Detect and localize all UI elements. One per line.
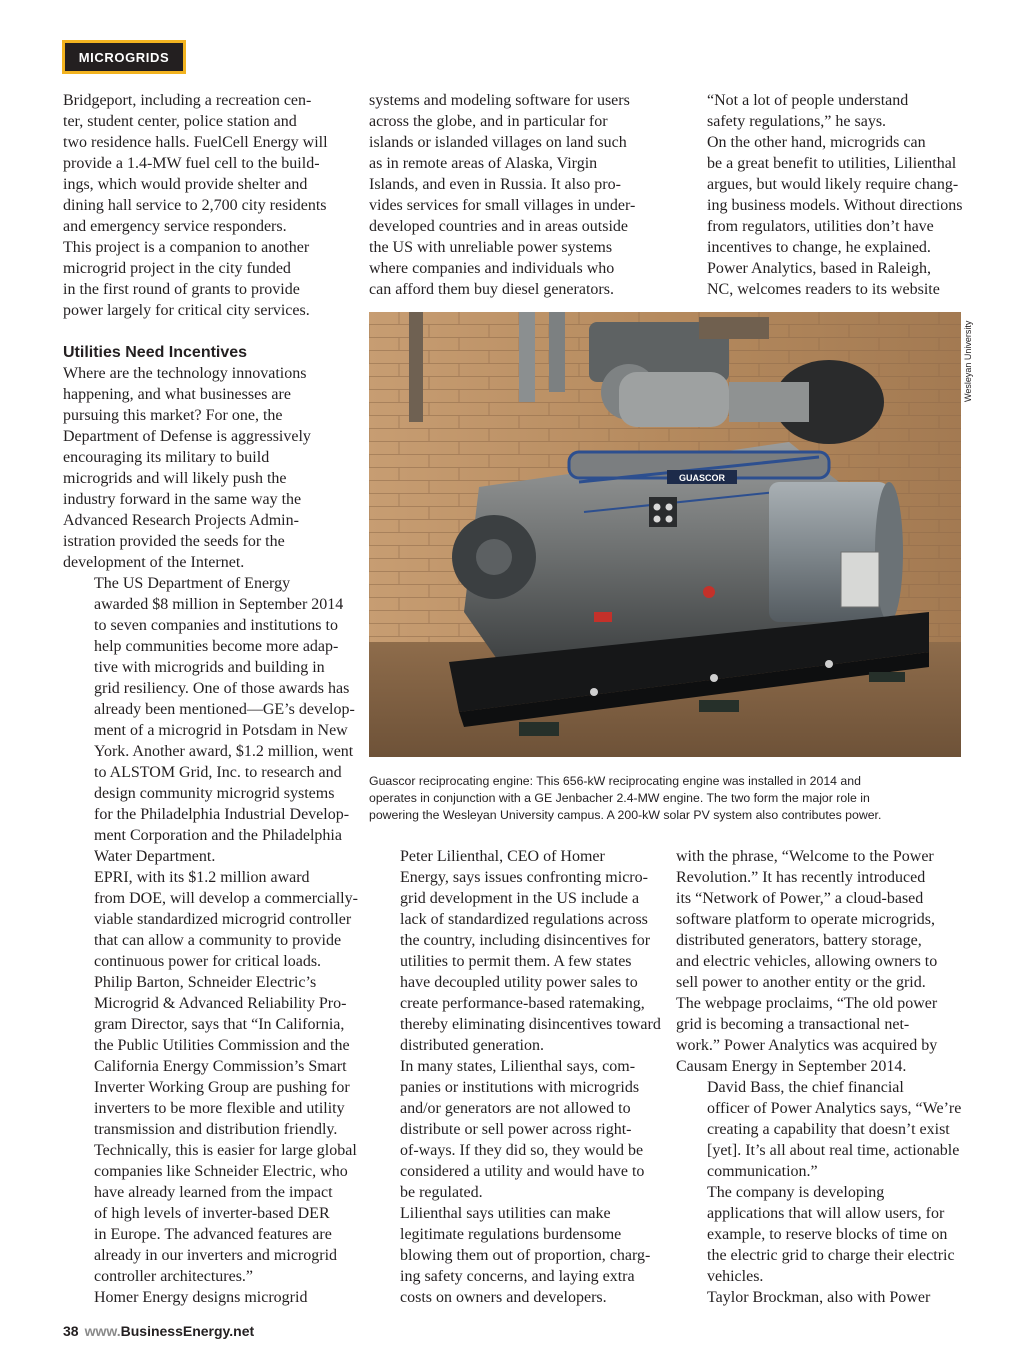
text-line: from regulators, utilities don’t have [707, 218, 934, 235]
text-line: ing safety concerns, and laying extra [400, 1268, 635, 1285]
text-line: distributed generation. [400, 1037, 544, 1054]
text-line: viable standardized microgrid controller [94, 911, 352, 928]
text-line: grid is becoming a transactional net- [676, 1016, 910, 1033]
text-line: York. Another award, $1.2 million, went [94, 743, 354, 760]
text-line: ter, student center, police station and [63, 113, 297, 130]
text-line: vides services for small villages in under- [369, 197, 636, 214]
paragraph [676, 846, 966, 1077]
column-3-bottom [676, 846, 966, 1308]
text-line: islands or islanded villages on land such [369, 134, 627, 151]
column-2-bottom [369, 846, 659, 1308]
text-line: Department of Defense is aggressively [63, 428, 311, 445]
text-line: Peter Lilienthal, CEO of Homer [400, 848, 605, 865]
text-line: microgrid project in the city funded [63, 260, 291, 277]
text-line: microgrids and will likely push the [63, 470, 287, 487]
subheading: Utilities Need Incentives [63, 344, 248, 361]
text-line: Advanced Research Projects Admin- [63, 512, 299, 529]
engine-photo [369, 312, 961, 757]
text-line: the electric grid to charge their electric [707, 1247, 955, 1264]
text-line: ings, which would provide shelter and [63, 176, 308, 193]
text-line: to ALSTOM Grid, Inc. to research and [94, 764, 342, 781]
text-line: The company is developing [707, 1184, 885, 1201]
text-line: applications that will allow users, for [707, 1205, 945, 1222]
text-line: blowing them out of proportion, charg- [400, 1247, 651, 1264]
paragraph [676, 1182, 966, 1287]
text-line: the country, including disincentives for [400, 932, 651, 949]
text-line: provide a 1.4-MW fuel cell to the build- [63, 155, 320, 172]
text-line: powering the Wesleyan University campus. A 200-kW solar PV system also contributes power. [369, 808, 882, 822]
text-line: that can allow a community to provide [94, 932, 342, 949]
text-line: safety regulations,” he says. [707, 113, 887, 130]
photo-credit: Wesleyan University [963, 320, 973, 402]
text-line: argues, but would likely require chang- [707, 176, 959, 193]
text-line: thereby eliminating disincentives toward [400, 1016, 661, 1033]
text-line: Technically, this is easier for large global [94, 1142, 357, 1159]
paragraph [369, 846, 659, 1056]
paragraph [63, 363, 353, 573]
paragraph [369, 90, 659, 300]
text-line: On the other hand, microgrids can [707, 134, 926, 151]
text-line: help communities become more adap- [94, 638, 339, 655]
text-line: as in remote areas of Alaska, Virgin [369, 155, 598, 172]
text-line: and emergency service responders. [63, 218, 287, 235]
paragraph [369, 1056, 659, 1203]
engine-illustration [369, 312, 961, 757]
section-tag-label: MICROGRIDS [78, 49, 170, 65]
text-line: lack of standardized regulations across [400, 911, 648, 928]
text-line: software platform to operate microgrids, [676, 911, 936, 928]
engine-nameplate: GUASCOR [678, 473, 726, 483]
paragraph [63, 972, 357, 1287]
text-line: continuous power for critical loads. [94, 953, 322, 970]
text-line: grid development in the US include a [400, 890, 640, 907]
text-line: ment of a microgrid in Potsdam in New [94, 722, 348, 739]
text-line: operates in conjunction with a GE Jenbacher 2.4-MW engine. The two form the major role in [369, 791, 870, 805]
text-line: industry forward in the same way the [63, 491, 302, 508]
text-line: grid resiliency. One of those awards has [94, 680, 350, 697]
text-line: controller architectures.” [94, 1268, 254, 1285]
text-line: Islands, and even in Russia. It also pro- [369, 176, 621, 193]
text-line: from DOE, will develop a commercially- [94, 890, 358, 907]
text-line: the US with unreliable power systems [369, 239, 613, 256]
text-line: can afford them buy diesel generators. [369, 281, 614, 298]
text-line: of-ways. If they did so, they would be [400, 1142, 644, 1159]
column-1 [63, 90, 358, 1308]
text-line: tive with microgrids and building in [94, 659, 325, 676]
text-line: with the phrase, “Welcome to the Power [676, 848, 934, 865]
text-line: distribute or sell power across right- [400, 1121, 632, 1138]
text-line: already been mentioned—GE’s develop- [94, 701, 355, 718]
text-line: example, to reserve blocks of time on [707, 1226, 948, 1243]
paragraph [63, 1287, 353, 1308]
text-line: distributed generators, battery storage, [676, 932, 922, 949]
paragraph [676, 132, 966, 258]
text-line: utilities to permit them. A few states [400, 953, 632, 970]
text-line: sell power to another entity or the grid. [676, 974, 926, 991]
text-line: inverters to be more flexible and utility [94, 1100, 345, 1117]
paragraph [63, 573, 353, 867]
text-line: for the Philadelphia Industrial Develop- [94, 806, 350, 823]
text-line: creating a capability that doesn’t exist [707, 1121, 950, 1138]
text-line: ment Corporation and the Philadelphia [94, 827, 342, 844]
text-line: across the globe, and in particular for [369, 113, 608, 130]
text-line: Bridgeport, including a recreation cen- [63, 92, 312, 109]
text-line: Power Analytics, based in Raleigh, [707, 260, 931, 277]
paragraph [369, 1203, 659, 1308]
text-line: happening, and what businesses are [63, 386, 291, 403]
text-line: in Europe. The advanced features are [94, 1226, 332, 1243]
footer-www: www. [84, 1323, 121, 1339]
section-tag [62, 40, 186, 74]
text-line: The US Department of Energy [94, 575, 291, 592]
paragraph [63, 867, 358, 972]
text-line: legitimate regulations burdensome [400, 1226, 622, 1243]
text-line: [yet]. It’s all about real time, actionable [707, 1142, 960, 1159]
text-line: have decoupled utility power sales to [400, 974, 638, 991]
text-line: systems and modeling software for users [369, 92, 630, 109]
text-line: in the first round of grants to provide [63, 281, 300, 298]
paragraph [676, 258, 966, 300]
text-line: In many states, Lilienthal says, com- [400, 1058, 636, 1075]
text-line: Causam Energy in September 2014. [676, 1058, 907, 1075]
text-line: NC, welcomes readers to its website [707, 281, 940, 298]
paragraph [676, 1077, 966, 1182]
text-line: Inverter Working Group are pushing for [94, 1079, 350, 1096]
text-line: design community microgrid systems [94, 785, 335, 802]
text-line: development of the Internet. [63, 554, 245, 571]
page-number: 38 [63, 1323, 79, 1339]
text-line: panies or institutions with microgrids [400, 1079, 640, 1096]
text-line: awarded $8 million in September 2014 [94, 596, 344, 613]
text-line: This project is a companion to another [63, 239, 310, 256]
text-line: Water Department. [94, 848, 216, 865]
text-line: communication.” [707, 1163, 818, 1180]
text-line: and/or generators are not allowed to [400, 1100, 631, 1117]
column-2-top [369, 90, 659, 300]
text-line: where companies and individuals who [369, 260, 615, 277]
text-line: Guascor reciprocating engine: This 656-kW reciprocating engine was installed in 2014 and [369, 774, 861, 788]
text-line: Lilienthal says utilities can make [400, 1205, 611, 1222]
text-line: the Public Utilities Commission and the [94, 1037, 350, 1054]
text-line: to seven companies and institutions to [94, 617, 338, 634]
text-line: of high levels of inverter-based DER [94, 1205, 330, 1222]
text-line: Revolution.” It has recently introduced [676, 869, 926, 886]
photo-caption [369, 773, 969, 824]
text-line: be regulated. [400, 1184, 483, 1201]
text-line: work.” Power Analytics was acquired by [676, 1037, 938, 1054]
text-line: be a great benefit to utilities, Lilienthal [707, 155, 957, 172]
text-line: considered a utility and would have to [400, 1163, 645, 1180]
text-line: David Bass, the chief financial [707, 1079, 904, 1096]
text-line: pursuing this market? For one, the [63, 407, 283, 424]
text-line: The webpage proclaims, “The old power [676, 995, 938, 1012]
text-line: vehicles. [707, 1268, 764, 1285]
text-line: create performance-based ratemaking, [400, 995, 645, 1012]
text-line: Energy, says issues confronting micro- [400, 869, 648, 886]
text-line: and electric vehicles, allowing owners to [676, 953, 938, 970]
paragraph [676, 1287, 966, 1308]
column-3-top [676, 90, 966, 300]
footer-website: BusinessEnergy.net [120, 1323, 255, 1339]
text-line: transmission and distribution friendly. [94, 1121, 338, 1138]
text-line: “Not a lot of people understand [707, 92, 909, 109]
text-line: already in our inverters and microgrid [94, 1247, 338, 1264]
text-line: power largely for critical city services. [63, 302, 310, 319]
text-line: dining hall service to 2,700 city residents [63, 197, 327, 214]
text-line: developed countries and in areas outside [369, 218, 629, 235]
text-line: Where are the technology innovations [63, 365, 307, 382]
text-line: incentives to change, he explained. [707, 239, 931, 256]
text-line: Taylor Brockman, also with Power [707, 1289, 931, 1306]
text-line: have already learned from the impact [94, 1184, 333, 1201]
text-line: Microgrid & Advanced Reliability Pro- [94, 995, 347, 1012]
text-line: Homer Energy designs microgrid [94, 1289, 308, 1306]
text-line: companies like Schneider Electric, who [94, 1163, 348, 1180]
text-line: gram Director, says that “In California, [94, 1016, 345, 1033]
text-line: encouraging its military to build [63, 449, 270, 466]
paragraph [676, 90, 966, 132]
text-line: officer of Power Analytics says, “We’re [707, 1100, 962, 1117]
text-line: EPRI, with its $1.2 million award [94, 869, 310, 886]
page-footer [63, 1323, 254, 1339]
text-line: Philip Barton, Schneider Electric’s [94, 974, 317, 991]
text-line: costs on owners and developers. [400, 1289, 607, 1306]
text-line: istration provided the seeds for the [63, 533, 285, 550]
text-line: California Energy Commission’s Smart [94, 1058, 347, 1075]
text-line: its “Network of Power,” a cloud-based [676, 890, 924, 907]
text-line: two residence halls. FuelCell Energy will [63, 134, 328, 151]
paragraph [63, 90, 353, 321]
text-line: ing business models. Without directions [707, 197, 963, 214]
